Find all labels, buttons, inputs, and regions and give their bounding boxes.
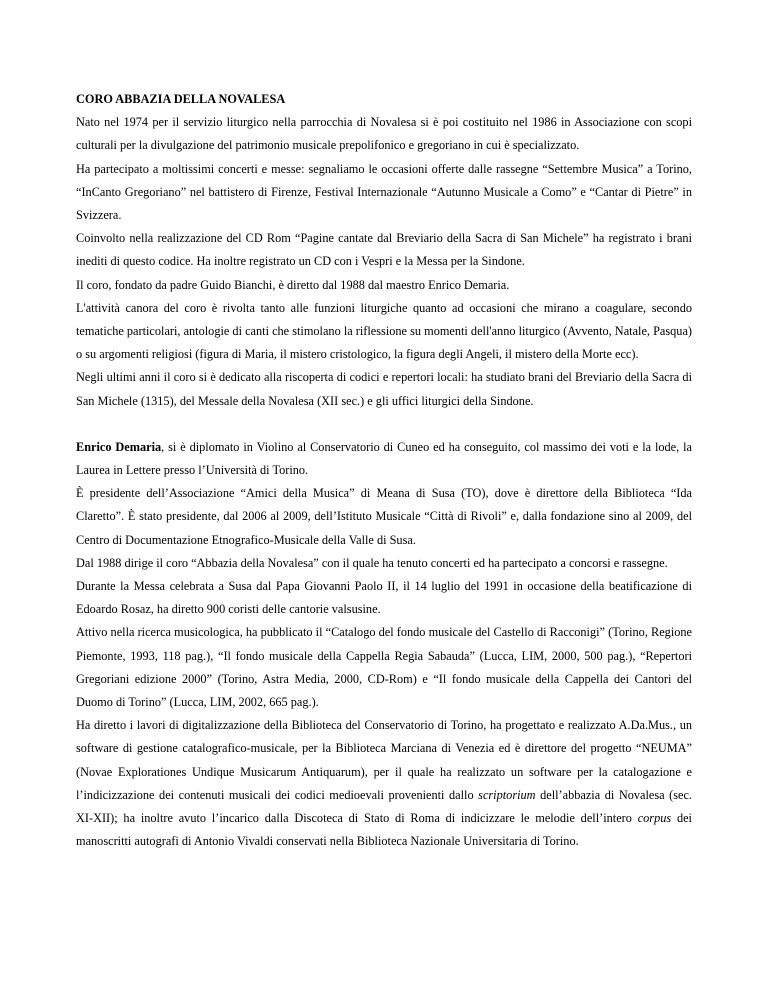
paragraph-coro-activity: L'attività canora del coro è rivolta tanto alle funzioni liturgiche quanto ad occasioni che mirano a coagulare, secondo tematiche particolari, antologie di canti che stimolano la riflessione su momenti dell'anno liturgico (Avvento, Natale, Pasqua) o su argomenti religiosi (figura di Maria, il mistero cristologico, la figura degli Angeli, il mistero della Morte ecc). <box>76 300 692 362</box>
digitalization-text-b: dell’abbazia di Novalesa (sec. XI-XII); ha inoltre avuto l’incarico dalla Discoteca di Stato di Roma di indicizzare le melodie dell’intero <box>76 787 692 826</box>
paragraph-coro-director: Il coro, fondato da padre Guido Bianchi, è diretto dal 1988 dal maestro Enrico Demaria. <box>76 277 510 292</box>
person-name: Enrico Demaria <box>76 439 162 454</box>
paragraph-coro-research: Negli ultimi anni il coro si è dedicato alla riscoperta di codici e repertori locali: ha studiato brani del Breviario della Sacra di San Michele (1315), del Messale della Novalesa (XII sec.) e gli uffici liturgici della Sindone. <box>76 370 692 408</box>
paragraph-demaria-publications: Attivo nella ricerca musicologica, ha pubblicato il “Catalogo del fondo musicale del Castello di Racconigi” (Torino, Regione Piemonte, 1993, 118 pag.), “Il fondo musicale della Cappella Regia Sabauda” (Lucca, LIM, 2000, 500 pag.), “Repertori Gregoriani edizione 2000” (Torino, Astra Media, 2000, CD-Rom) e “Il fondo musicale della Cappella dei Cantori del Duomo di Torino” (Lucca, LIM, 2002, 665 pag.). <box>76 625 692 710</box>
paragraph-demaria-digitalization <box>76 714 692 853</box>
paragraph-demaria-mass: Durante la Messa celebrata a Susa dal Papa Giovanni Paolo II, il 14 luglio del 1991 in occasione della beatificazione di Edoardo Rosaz, ha diretto 900 coristi delle cantorie valsusine. <box>76 579 692 617</box>
document-page <box>76 88 692 854</box>
paragraph-coro-recordings: Coinvolto nella realizzazione del CD Rom “Pagine cantate dal Breviario della Sacra di San Michele” ha registrato i brani inediti di questo codice. Ha inoltre registrato un CD con i Vespri e la Messa per la Sindone. <box>76 231 692 269</box>
education-text: , si è diplomato in Violino al Conservatorio di Cuneo ed ha conseguito, col massimo dei voti e la lode, la Laurea in Lettere presso l’Università di Torino. <box>76 439 692 478</box>
digitalization-text-a: Ha diretto i lavori di digitalizzazione della Biblioteca del Conservatorio di Torino, ha progettato e realizzato A.Da.Mus., un software di gestione catalografico-musicale, per la Biblioteca Marciana di Venezia ed è direttore del progetto “NEUMA” (Novae Explorationes Undique Musicarum Antiquarum), per il quale ha realizzato un software per la catalogazione e l’indicizzazione dei contenuti musicali dei codici medioevali provenienti dallo <box>76 718 692 802</box>
paragraph-coro-concerts: Ha partecipato a moltissimi concerti e messe: segnaliamo le occasioni offerte dalle rassegne “Settembre Musica” a Torino, “InCanto Gregoriano” nel battistero di Firenze, Festival Internazionale “Autunno Musicale a Como” e “Cantar di Pietre” in Svizzera. <box>76 161 692 223</box>
digitalization-text-c: dei manoscritti autografi di Antonio Vivaldi conservati nella Biblioteca Nazionale Universitaria di Torino. <box>76 811 692 849</box>
paragraph-demaria-education <box>76 436 692 482</box>
italic-corpus: corpus <box>637 811 672 826</box>
paragraph-coro-founding: Nato nel 1974 per il servizio liturgico nella parrocchia di Novalesa si è poi costituito nel 1986 in Associazione con scopi culturali per la divulgazione del patrimonio musicale prepolifonico e gregoriano in cui è specializzato. <box>76 115 692 153</box>
italic-scriptorium: scriptorium <box>478 787 536 802</box>
paragraph-gap <box>76 413 692 436</box>
paragraph-demaria-choir: Dal 1988 dirige il coro “Abbazia della Novalesa” con il quale ha tenuto concerti ed ha partecipato a concorsi e rassegne. <box>76 555 668 570</box>
paragraph-demaria-presidency: È presidente dell’Associazione “Amici della Musica” di Meana di Susa (TO), dove è direttore della Biblioteca “Ida Claretto”. È stato presidente, dal 2006 al 2009, dell’Istituto Musicale “Città di Rivoli” e, dalla fondazione sino al 2009, del Centro di Documentazione Etnografico-Musicale della Valle di Susa. <box>76 486 692 547</box>
section-heading: CORO ABBAZIA DELLA NOVALESA <box>76 92 286 106</box>
